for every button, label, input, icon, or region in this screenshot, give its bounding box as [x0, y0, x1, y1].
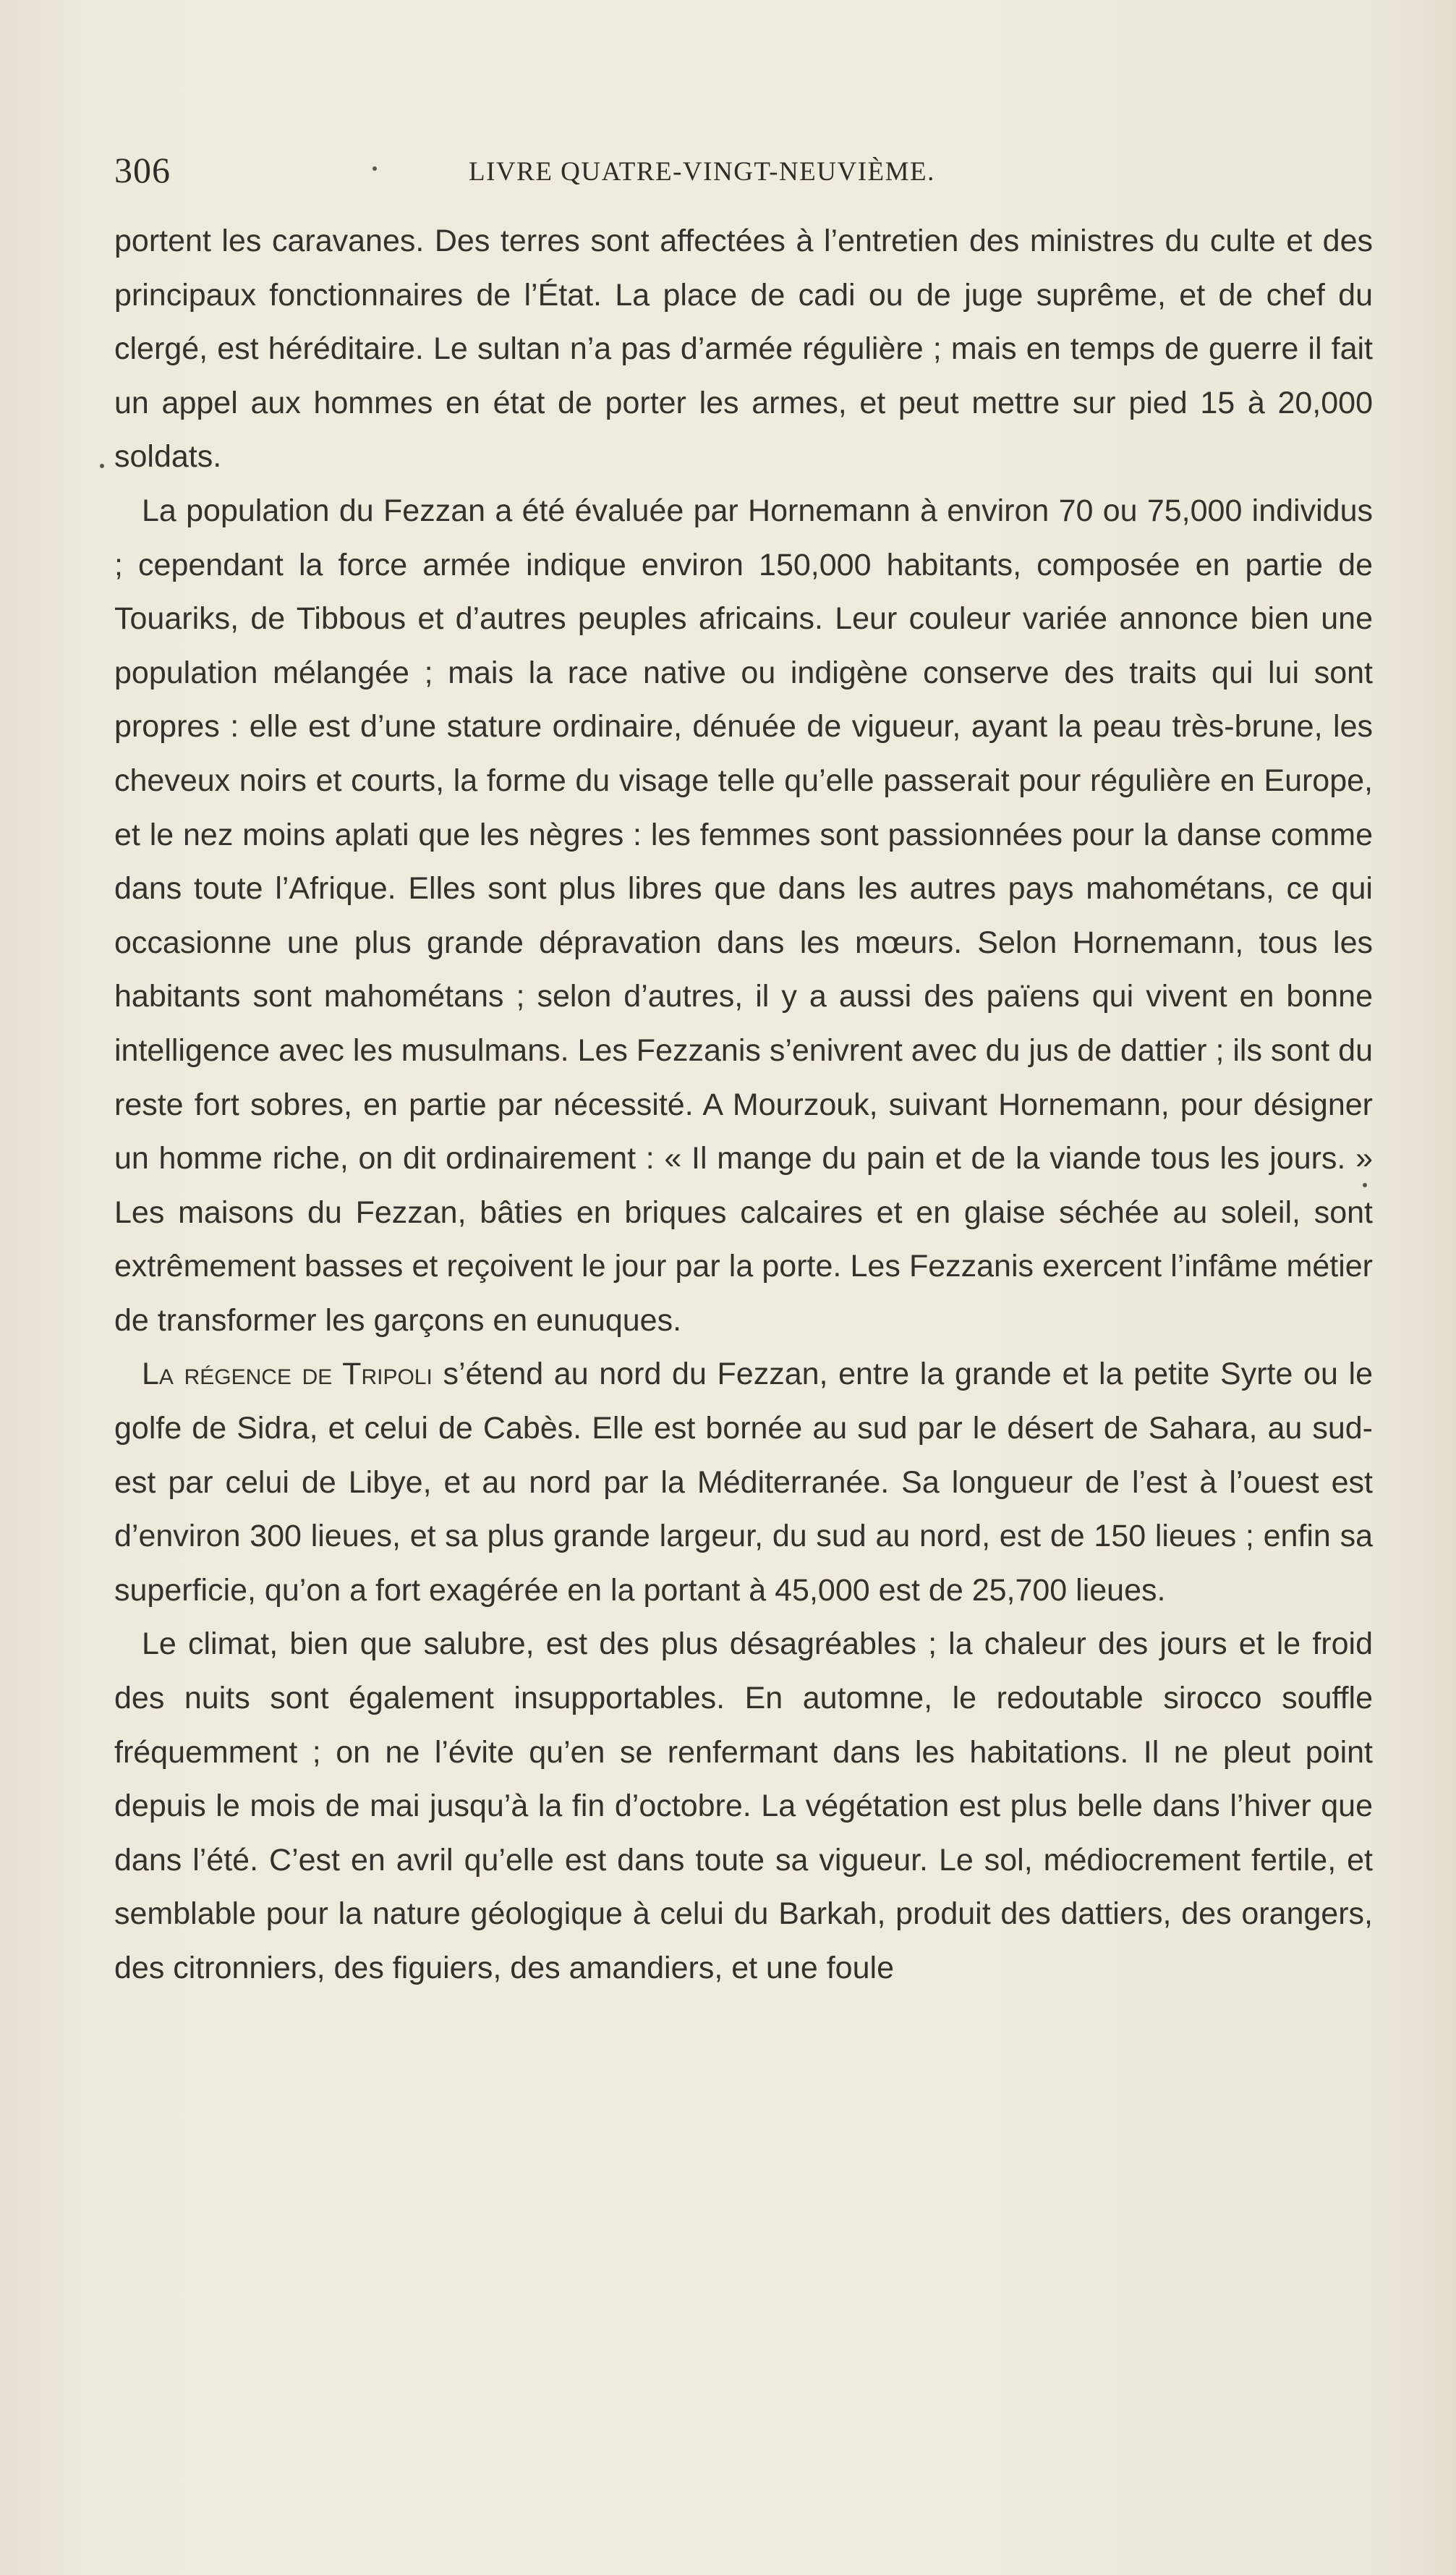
page-number: 306	[114, 150, 171, 190]
paragraph: La population du Fezzan a été évaluée par Hornemann à environ 70 ou 75,000 individus ; cependant la force armée indique environ 150,000 habitants, composée en partie de Touariks, de Tibbous et d’autres peuples africains. Leur couleur variée annonce bien une population mélangée ; mais la race native ou indigène conserve des traits qui lui sont propres : elle est d’une stature ordinaire, dénuée de vigueur, ayant la peau très-brune, les cheveux noirs et courts, la forme du visage telle qu’elle passerait pour régulière en Europe, et le nez moins aplati que les nègres : les femmes sont passionnées pour la danse comme dans toute l’Afrique. Elles sont plus libres que dans les autres pays mahométans, ce qui occasionne une plus grande dépravation dans les mœurs. Selon Hornemann, tous les habitants sont mahométans ; selon d’autres, il y a aussi des païens qui vivent en bonne intelligence avec les musulmans. Les Fezzanis s’enivrent avec du jus de dattier ; ils sont du reste fort sobres, en partie par nécessité. A Mourzouk, suivant Hornemann, pour désigner un homme riche, on dit ordinairement : « Il mange du pain et de la viande tous les jours. » Les maisons du Fezzan, bâties en briques calcaires et en glaise séchée au soleil, sont extrêmement basses et reçoivent le jour par la porte. Les Fezzanis exercent l’infâme métier de transformer les garçons en eunuques.	[114, 493, 1373, 1338]
body-text	[114, 214, 1373, 1995]
running-head	[114, 145, 1373, 195]
chapter-title: LIVRE QUATRE-VINGT-NEUVIÈME.	[469, 157, 935, 187]
paragraph-text: s’étend au nord du Fezzan, entre la grande et la petite Syrte ou le golfe de Sidra, et celui de Cabès. Elle est bornée au sud par le désert de Sahara, au sud-est par celui de Libye, et au nord par la Méditerranée. Sa longueur de l’est à l’ouest est d’environ 300 lieues, et sa plus grande largeur, du sud au nord, est de 150 lieues ; enfin sa superficie, qu’on a fort exagérée en la portant à 45,000 est de 25,700 lieues.	[114, 1357, 1373, 1608]
print-speck	[100, 464, 104, 468]
print-speck	[372, 166, 377, 171]
paragraph	[114, 1347, 1373, 1617]
section-heading-regency: La régence de Tripoli	[142, 1357, 433, 1392]
paragraph: Le climat, bien que salubre, est des plus désagréables ; la chaleur des jours et le froid des nuits sont également insupportables. En automne, le redoutable sirocco souffle fréquemment ; on ne l’évite qu’en se renfermant dans les habitations. Il ne pleut point depuis le mois de mai jusqu’à la fin d’octobre. La végétation est plus belle dans l’hiver que dans l’été. C’est en avril qu’elle est dans toute sa vigueur. Le sol, médiocrement fertile, et semblable pour la nature géologique à celui du Barkah, produit des dattiers, des orangers, des citronniers, des figuiers, des amandiers, et une foule	[114, 1626, 1373, 1985]
paragraph: portent les caravanes. Des terres sont affectées à l’entretien des ministres du culte et des principaux fonctionnaires de l’État. La place de cadi ou de juge suprême, et de chef du clergé, est héréditaire. Le sultan n’a pas d’armée régulière ; mais en temps de guerre il fait un appel aux hommes en état de porter les armes, et peut mettre sur pied 15 à 20,000 soldats.	[114, 224, 1373, 475]
